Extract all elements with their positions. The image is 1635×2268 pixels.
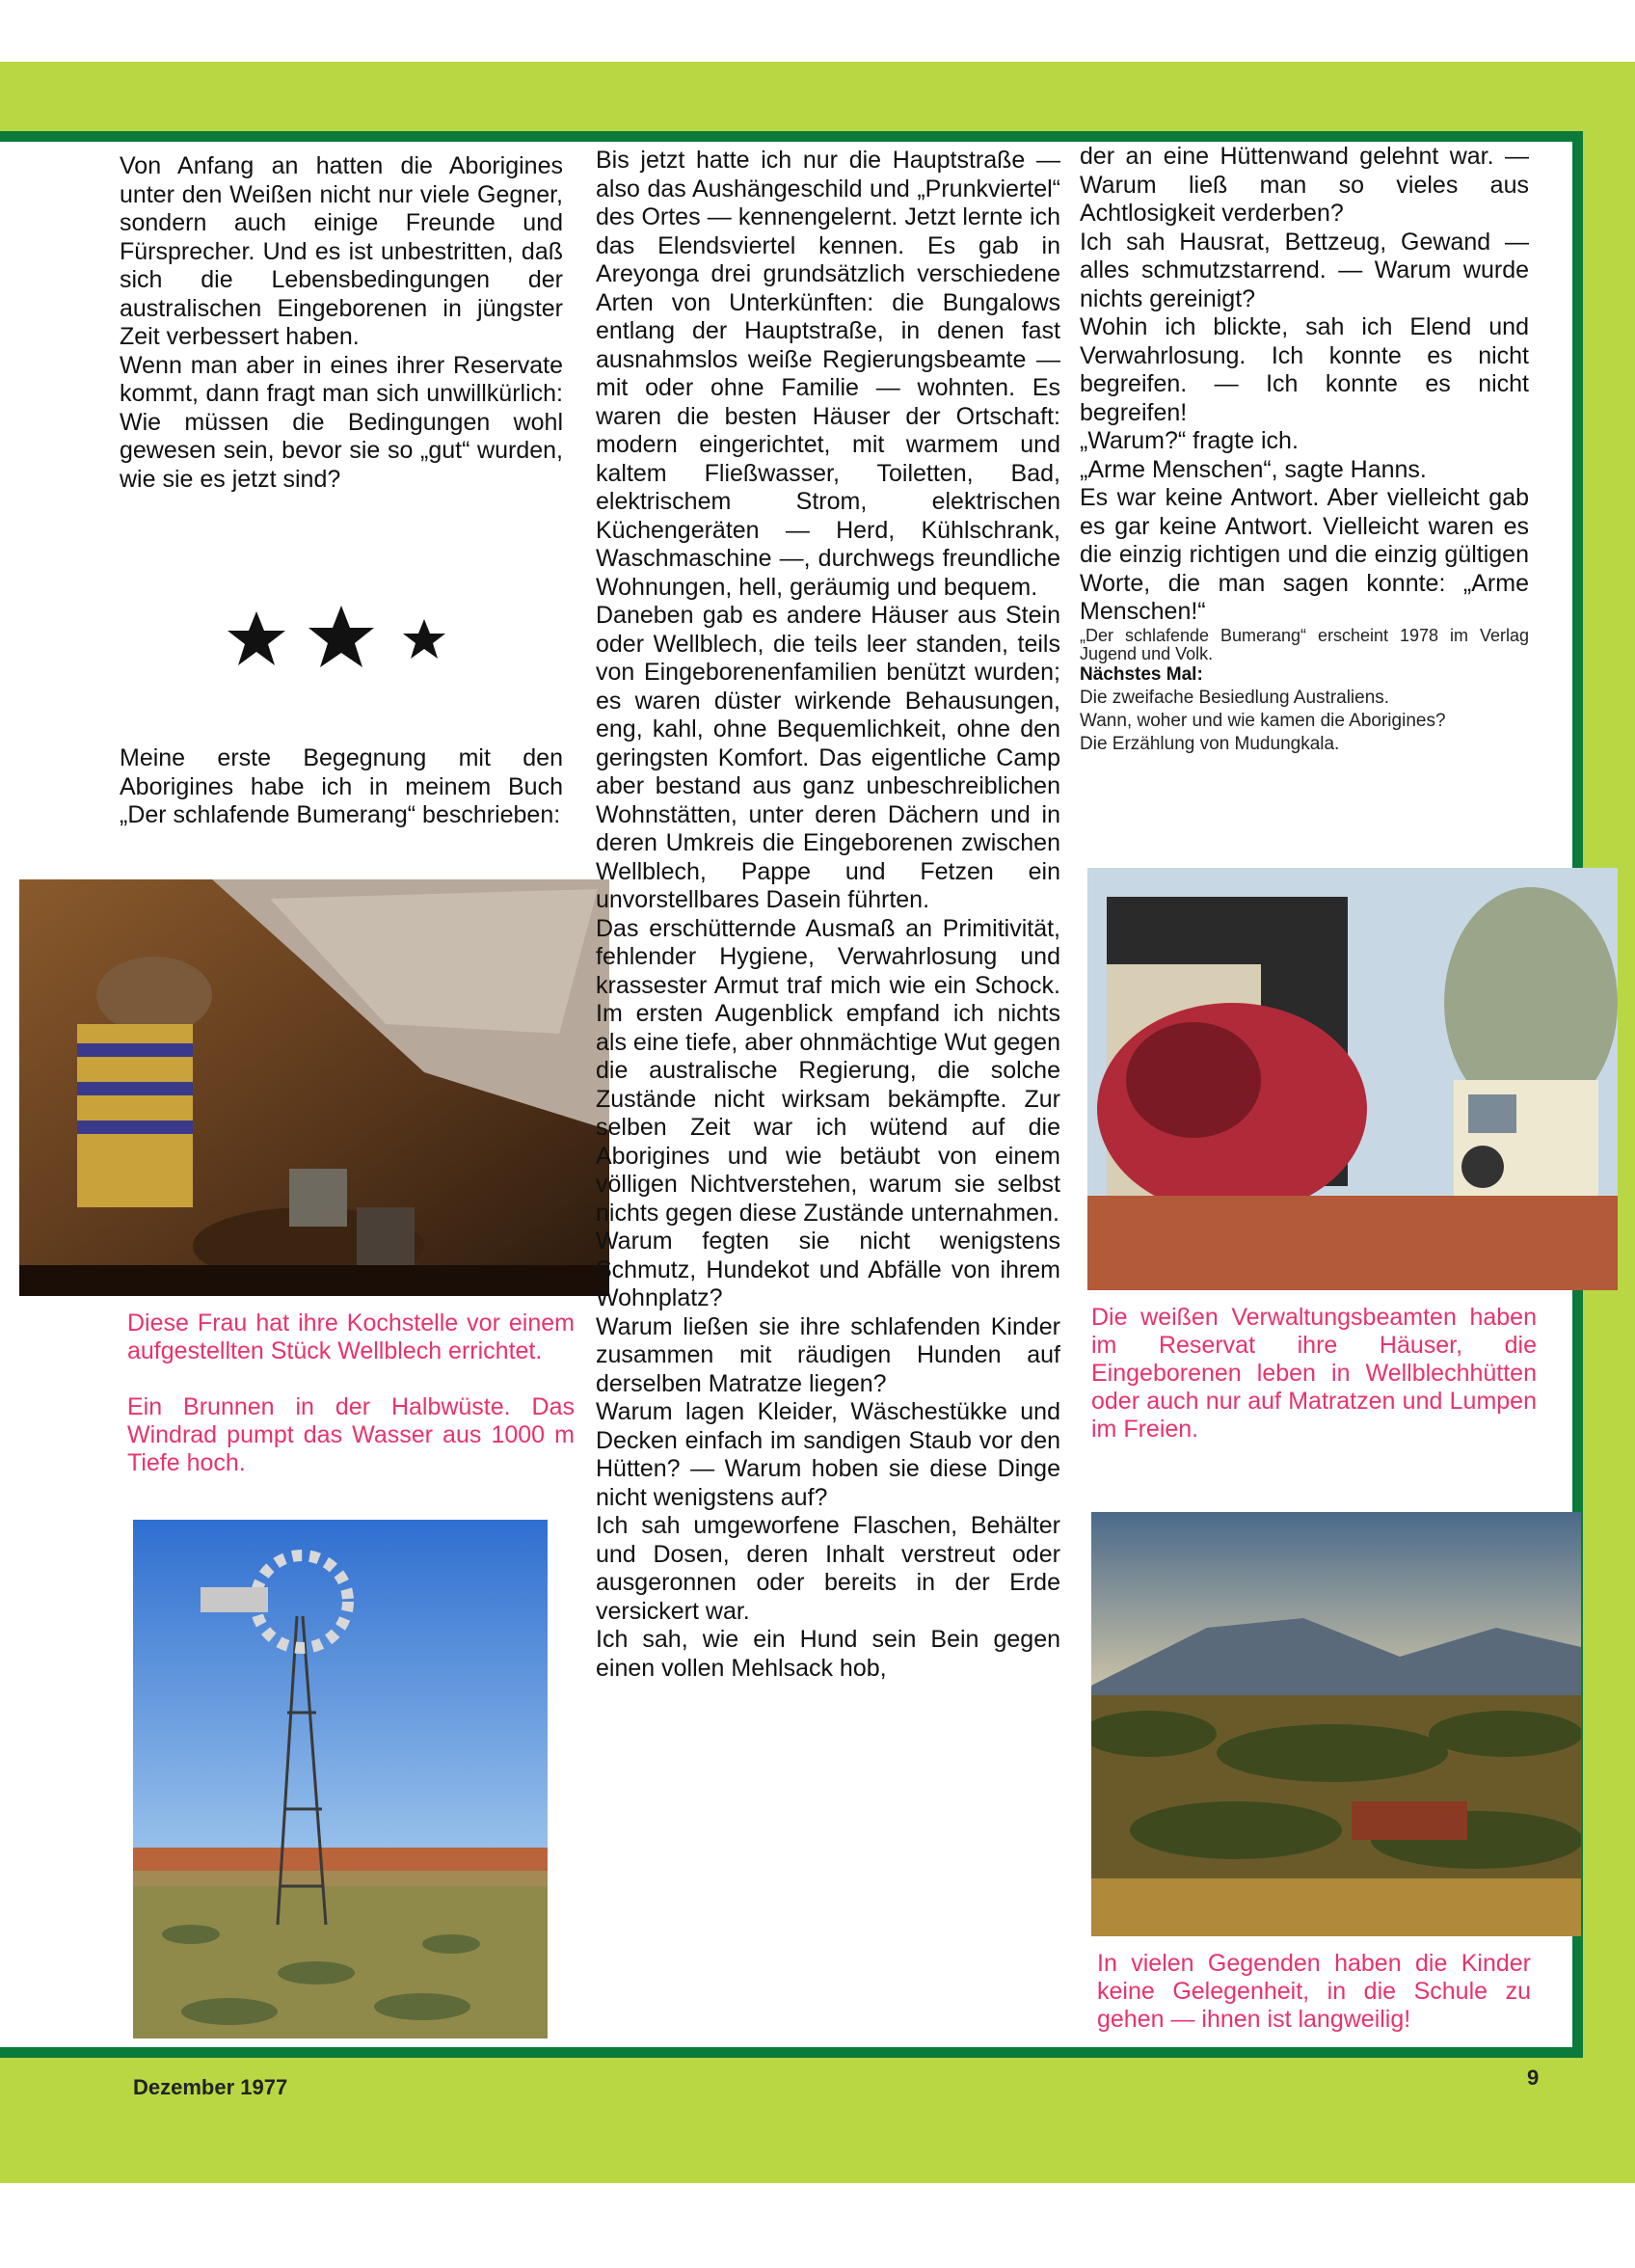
book-note: „Der schlafende Bumerang“ erscheint 1978 im Verlag Jugend und Volk.: [1080, 625, 1529, 663]
column-3-text: [1080, 143, 1529, 756]
paragraph: Wenn man aber in eines ihrer Reservate kommt, dann fragt man sich unwillkürlich: Wie müssen die Bedingungen wohl gewesen sein, bevor sie so „gut“ wurden, wie sie es jetzt sind?: [120, 351, 563, 493]
photo-windmill: [133, 1520, 548, 2038]
paragraph: Bis jetzt hatte ich nur die Hauptstraße — also das Aushängeschild und „Prunkviertel“ des Ortes — kennengelernt. Jetzt lernte ich das Elendsviertel kennen. Es gab in Areyonga drei grundsätzlich verschiedene Arten von Unterkünften: die Bungalows entlang der Hauptstraße, in denen fast ausnahmslos weiße Regierungsbeamte — mit oder ohne Familie — wohnten. Es waren die besten Häuser der Ortschaft: modern eingerichtet, mit warmem und kaltem Fließwasser, Toiletten, Bad, elektrischem Strom, elektrischen Küchengeräten — Herd, Kühlschrank, Waschmaschine —, durchwegs freundliche Wohnungen, hell, geräumig und bequem.: [596, 147, 1060, 601]
column-2-text: [596, 147, 1060, 1683]
star-icon: [308, 606, 374, 667]
paragraph: „Arme Menschen“, sagte Hanns.: [1080, 455, 1427, 483]
next-time-line: Wann, woher und wie kamen die Aborigines?: [1080, 710, 1446, 731]
paragraph: Ich sah umgeworfene Flaschen, Behälter und Dosen, deren Inhalt verstreut oder ausgeronnen oder bereits in der Erde versickert war.: [596, 1512, 1060, 1625]
photo-landscape: [1091, 1512, 1581, 1936]
column-1-intro: [120, 744, 563, 830]
caption-left: [127, 1310, 575, 1505]
paragraph: Wohin ich blickte, sah ich Elend und Verwahrlosung. Ich konnte es nicht begreifen. — Ich konnte es nicht begreifen!: [1080, 313, 1529, 426]
caption-windmill: Ein Brunnen in der Halbwüste. Das Windrad pumpt das Wasser aus 1000 m Tiefe hoch.: [127, 1393, 575, 1476]
next-time-line: Die Erzählung von Mudungkala.: [1080, 733, 1340, 754]
photo-house: [1087, 868, 1618, 1290]
paragraph: Warum lagen Kleider, Wäschestükke und Decken einfach im sandigen Staub vor den Hütten? — Warum hoben sie diese Dinge nicht wenigstens auf?: [596, 1398, 1060, 1511]
caption-landscape: In vielen Gegenden haben die Kinder keine Gelegenheit, in die Schule zu gehen — ihnen ist langweilig!: [1097, 1950, 1531, 2033]
section-stars-divider: [220, 602, 461, 688]
next-time-line: Die zweifache Besiedlung Australiens.: [1080, 687, 1390, 708]
paragraph: Von Anfang an hatten die Aborigines unter den Weißen nicht nur viele Gegner, sondern auch einige Freunde und Fürsprecher. Und es ist unbestritten, daß sich die Lebensbedingungen der australischen Eingeborenen in jüngster Zeit verbessert haben.: [120, 152, 563, 350]
paragraph: „Warum?“ fragte ich.: [1080, 427, 1299, 454]
paragraph: Warum fegten sie nicht wenigstens Schmutz, Hundekot und Abfälle von ihrem Wohnplatz?: [596, 1228, 1060, 1311]
paragraph: Ich sah Hausrat, Bettzeug, Gewand — alles schmutzstarrend. — Warum wurde nichts gereinigt?: [1080, 228, 1529, 312]
paragraph: Es war keine Antwort. Aber vielleicht gab es gar keine Antwort. Vielleicht waren es die einzig richtigen und die einzig gültigen Worte, die man sagen konnte: „Arme Menschen!“: [1080, 484, 1529, 625]
photo-woman-cooking: [19, 879, 609, 1296]
caption-house: Die weißen Verwaltungsbeamten haben im Reservat ihre Häuser, die Eingeborenen leben in Wellblechhütten oder auch nur auf Matratzen und Lumpen im Freien.: [1091, 1304, 1537, 1443]
paragraph: Daneben gab es andere Häuser aus Stein oder Wellblech, die teils leer standen, teils von Eingeborenenfamilien benützt wurden; es waren düster wirkende Behausungen, eng, kahl, ohne Bequemlichkeit, ohne den geringsten Komfort. Das eigentliche Camp aber bestand aus ganz unbeschreiblichen Wohnstätten, unter deren Dächern und in deren Umkreis die Eingeborenen zwischen Wellblech, Pappe und Fetzen ein unvorstellbares Dasein führten.: [596, 602, 1060, 913]
star-icon: [228, 611, 285, 665]
column-1-text: [120, 152, 563, 494]
paragraph: der an eine Hüttenwand gelehnt war. — Warum ließ man so vieles aus Achtlosigkeit verderben?: [1080, 143, 1529, 227]
page-number: 9: [1527, 2066, 1540, 2090]
caption-landscape-block: [1097, 1950, 1531, 2062]
paragraph: Ich sah, wie ein Hund sein Bein gegen einen vollen Mehlsack hob,: [596, 1626, 1060, 1682]
star-icon: [403, 619, 445, 659]
footer-date: Dezember 1977: [133, 2075, 288, 2099]
caption-house-block: [1091, 1304, 1537, 1472]
paragraph: Das erschütternde Ausmaß an Primitivität, fehlender Hygiene, Verwahrlosung und krassester Armut traf mich wie ein Schock. Im ersten Augenblick empfand ich nichts als eine tiefe, aber ohnmächtige Wut gegen die australische Regierung, die solche Zustände nicht wirksam bekämpfte. Zur selben Zeit war ich wütend auf die Aborigines und wie betäubt von einem völligen Nichtverstehen, warum sie selbst nichts gegen diese Zustände unternahmen.: [596, 914, 1060, 1227]
caption-woman: Diese Frau hat ihre Kochstelle vor einem aufgestellten Stück Wellblech errichtet.: [127, 1310, 575, 1364]
paragraph: Meine erste Begegnung mit den Aborigines habe ich in meinem Buch „Der schlafende Bumerang“ beschrieben:: [120, 744, 563, 828]
paragraph: Warum ließen sie ihre schlafenden Kinder zusammen mit räudigen Hunden auf derselben Matratze liegen?: [596, 1312, 1060, 1397]
next-time-heading: Nächstes Mal:: [1080, 663, 1203, 685]
